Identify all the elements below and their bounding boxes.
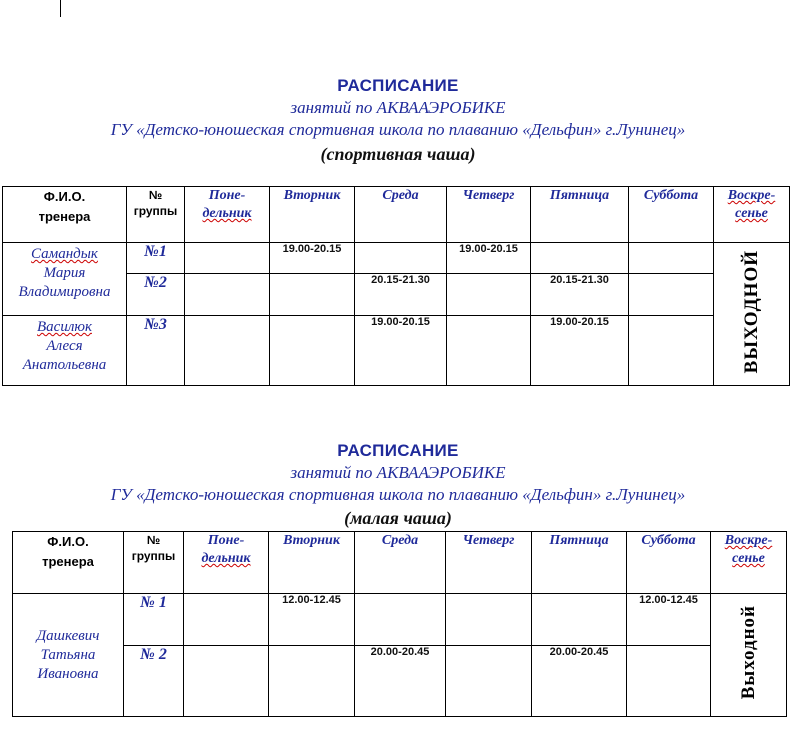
header-fio: Ф.И.О. тренера: [13, 532, 124, 594]
day-off-label: ВЫХОДНОЙ: [740, 249, 762, 374]
group-cell: №3: [127, 316, 185, 386]
monday-cell: [185, 243, 270, 274]
table-row: [13, 646, 787, 717]
header-thursday: Четверг: [446, 532, 532, 594]
thursday-cell: [446, 594, 532, 646]
table-row: [13, 594, 787, 646]
thursday-cell: [446, 646, 532, 717]
header-row: [13, 532, 787, 594]
table-row: [3, 243, 790, 274]
coach-name: Василюк Алеся Анатольевна: [3, 316, 127, 386]
tuesday-cell: [270, 274, 355, 316]
schedule1-title: РАСПИСАНИЕ: [337, 76, 459, 95]
tuesday-cell: 12.00-12.45: [269, 594, 355, 646]
wednesday-cell: 19.00-20.15: [355, 316, 447, 386]
header-saturday: Суббота: [627, 532, 711, 594]
wednesday-cell: [355, 243, 447, 274]
sunday-cell: [711, 594, 787, 717]
text-cursor: [60, 0, 61, 17]
header-monday: Поне- дельник: [185, 187, 270, 243]
saturday-cell: [629, 243, 714, 274]
header-monday: Поне- дельник: [184, 532, 269, 594]
friday-cell: 19.00-20.15: [531, 316, 629, 386]
schedule2-subtitle: занятий по АКВААЭРОБИКЕ: [290, 463, 506, 482]
header-sunday: Воскре- сенье: [714, 187, 790, 243]
friday-cell: [531, 243, 629, 274]
schedule1-org: ГУ «Детско-юношеская спортивная школа по плаванию «Дельфин» г.Лунинец»: [110, 120, 686, 139]
tuesday-cell: [270, 316, 355, 386]
table-row: [3, 316, 790, 386]
saturday-cell: [627, 646, 711, 717]
header-thursday: Четверг: [447, 187, 531, 243]
schedule1-subtitle: занятий по АКВААЭРОБИКЕ: [290, 98, 506, 117]
header-tuesday: Вторник: [269, 532, 355, 594]
sunday-cell: [714, 243, 790, 386]
header-friday: Пятница: [532, 532, 627, 594]
header-row: [3, 187, 790, 243]
wednesday-cell: 20.15-21.30: [355, 274, 447, 316]
monday-cell: [185, 274, 270, 316]
schedule2-title: РАСПИСАНИЕ: [337, 441, 459, 460]
day-off-label: Выходной: [737, 605, 759, 700]
saturday-cell: [629, 316, 714, 386]
group-cell: № 2: [124, 646, 184, 717]
monday-cell: [184, 646, 269, 717]
header-saturday: Суббота: [629, 187, 714, 243]
header-fio: Ф.И.О. тренера: [3, 187, 127, 243]
thursday-cell: 19.00-20.15: [447, 243, 531, 274]
schedule2-org: ГУ «Детско-юношеская спортивная школа по плаванию «Дельфин» г.Лунинец»: [110, 485, 686, 504]
schedule1-pool: (спортивная чаша): [320, 144, 476, 164]
group-cell: №1: [127, 243, 185, 274]
monday-cell: [185, 316, 270, 386]
thursday-cell: [447, 316, 531, 386]
header-tuesday: Вторник: [270, 187, 355, 243]
wednesday-cell: 20.00-20.45: [355, 646, 446, 717]
tuesday-cell: [269, 646, 355, 717]
header-wednesday: Среда: [355, 187, 447, 243]
group-cell: № 1: [124, 594, 184, 646]
monday-cell: [184, 594, 269, 646]
header-sunday: Воскре- сенье: [711, 532, 787, 594]
thursday-cell: [447, 274, 531, 316]
friday-cell: [532, 594, 627, 646]
header-wednesday: Среда: [355, 532, 446, 594]
schedule2-pool: (малая чаша): [344, 508, 452, 528]
schedule2-table: [12, 531, 787, 717]
coach-name: Самандык Мария Владимировна: [3, 243, 127, 316]
group-cell: №2: [127, 274, 185, 316]
friday-cell: 20.15-21.30: [531, 274, 629, 316]
coach-name: Дашкевич Татьяна Ивановна: [13, 594, 124, 717]
schedule1-table: [2, 186, 790, 386]
tuesday-cell: 19.00-20.15: [270, 243, 355, 274]
saturday-cell: [629, 274, 714, 316]
header-friday: Пятница: [531, 187, 629, 243]
saturday-cell: 12.00-12.45: [627, 594, 711, 646]
header-group: № группы: [124, 532, 184, 594]
wednesday-cell: [355, 594, 446, 646]
header-group: № группы: [127, 187, 185, 243]
friday-cell: 20.00-20.45: [532, 646, 627, 717]
